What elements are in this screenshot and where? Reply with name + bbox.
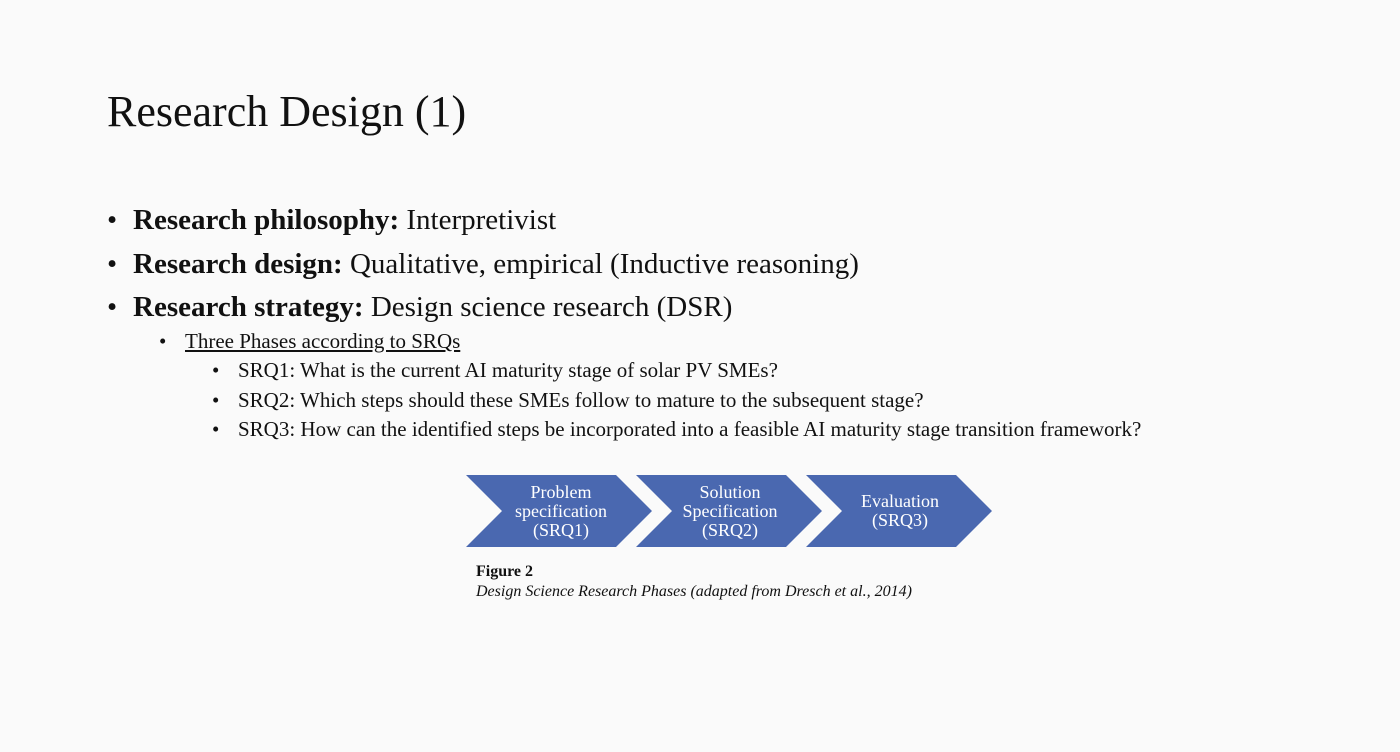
slide-title: Research Design (1) <box>107 87 467 136</box>
phase-3-label <box>840 475 960 547</box>
bullet-dot: • <box>107 248 118 280</box>
sub-bullet-text: Three Phases according to SRQs <box>185 329 461 353</box>
srq-text: SRQ2: Which steps should these SMEs follow to mature to the subsequent stage? <box>238 388 924 412</box>
figure-number: Figure 2 <box>476 563 534 580</box>
phase-2-label <box>670 475 790 547</box>
srq-text: SRQ1: What is the current AI maturity stage of solar PV SMEs? <box>238 358 778 382</box>
bullet-dot: • <box>212 417 220 441</box>
phase-1-label <box>502 475 620 547</box>
bullet-label: Research strategy: <box>133 291 364 323</box>
bullet-text: Design science research (DSR) <box>363 291 733 323</box>
bullet-text: Qualitative, empirical (Inductive reasoning) <box>342 248 859 280</box>
phase-label-line: (SRQ2) <box>701 519 758 540</box>
phase-label-line: Problem <box>530 481 592 502</box>
bullet-text: Interpretivist <box>399 204 557 236</box>
phase-label-line: Solution <box>699 481 761 502</box>
bullet-dot: • <box>159 329 167 353</box>
bullet-dot: • <box>107 291 118 323</box>
phase-label-line: (SRQ1) <box>532 519 589 540</box>
srq-item-1 <box>212 357 778 383</box>
bullet-research-philosophy <box>107 202 556 238</box>
phase-label-line: Specification <box>682 500 778 521</box>
dsr-phases-diagram <box>466 475 992 547</box>
phase-label-line: specification <box>515 500 607 521</box>
bullet-label: Research philosophy: <box>133 204 400 236</box>
sub-bullet-three-phases <box>159 328 460 354</box>
bullet-label: Research design: <box>133 248 343 280</box>
srq-item-2 <box>212 387 924 413</box>
bullet-dot: • <box>212 388 220 412</box>
phase-label-line: (SRQ3) <box>871 510 928 530</box>
figure-title: Design Science Research Phases (adapted from Dresch et al., 2014) <box>476 583 912 600</box>
bullet-dot: • <box>212 358 220 382</box>
figure-caption <box>476 562 912 602</box>
bullet-research-strategy <box>107 289 732 325</box>
bullet-research-design <box>107 246 859 282</box>
srq-text: SRQ3: How can the identified steps be incorporated into a feasible AI maturity stage transition framework? <box>238 417 1142 441</box>
srq-item-3 <box>212 416 1141 442</box>
bullet-dot: • <box>107 204 118 236</box>
phase-label-line: Evaluation <box>861 491 939 511</box>
